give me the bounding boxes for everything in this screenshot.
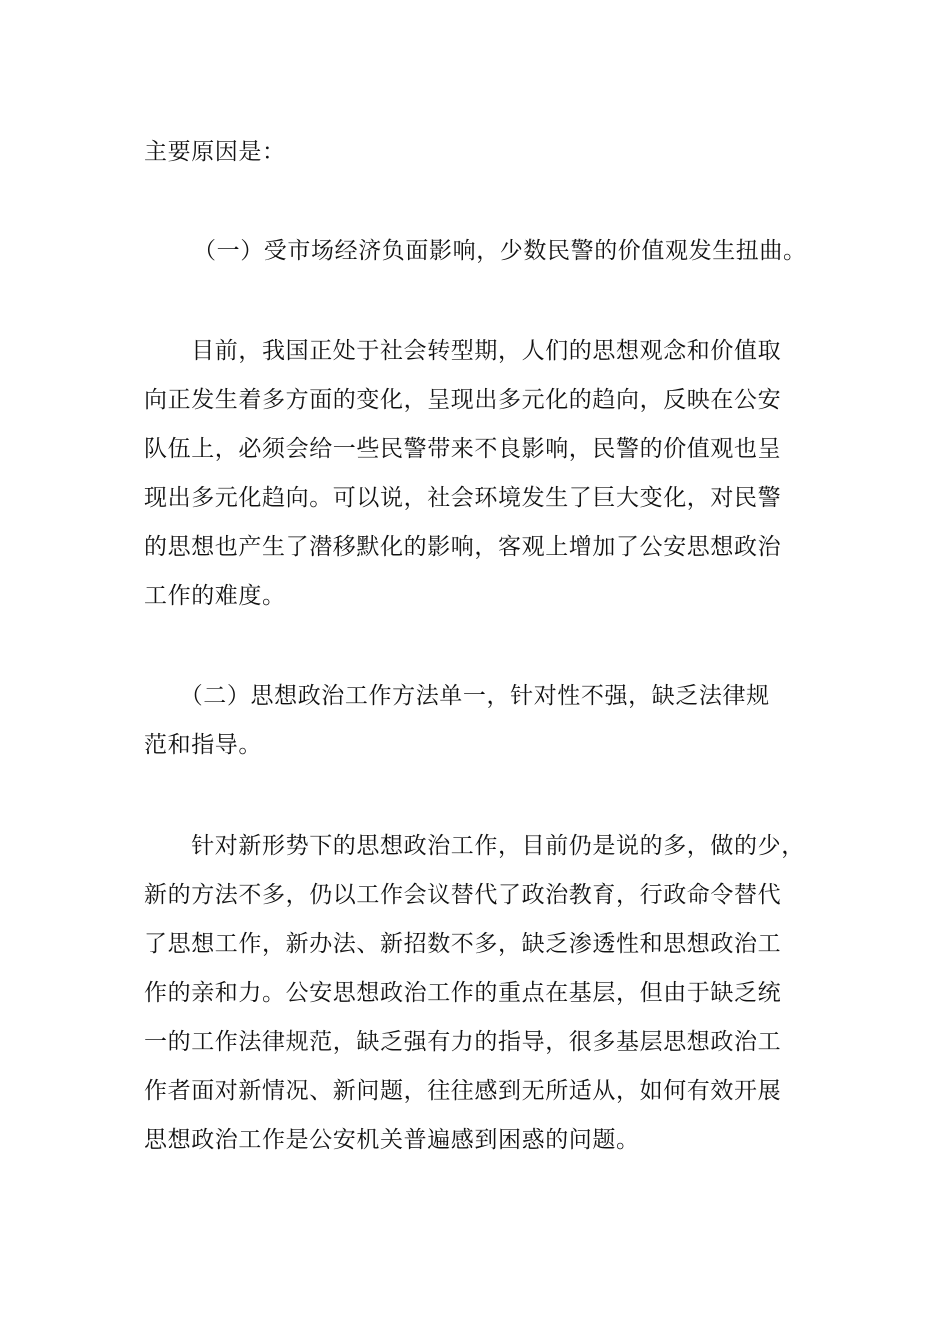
text-line: 主要原因是：: [144, 139, 286, 165]
text-line: 范和指导。: [144, 732, 262, 758]
section-heading-1: [193, 227, 833, 276]
text-line: 了思想工作，新办法、新招数不多，缺乏渗透性和思想政治工: [144, 931, 782, 957]
body-paragraph-2: [144, 822, 816, 1165]
text-line: 队伍上，必须会给一些民警带来不良影响，民警的价值观也呈: [144, 436, 782, 462]
text-line: 工作的难度。: [144, 583, 286, 609]
text-line: 目前，我国正处于社会转型期，人们的思想观念和价值取: [144, 338, 782, 364]
text-line: 作的亲和力。公安思想政治工作的重点在基层，但由于缺乏统: [144, 980, 782, 1006]
body-paragraph-1: [144, 327, 816, 621]
text-line: 向正发生着多方面的变化，呈现出多元化的趋向，反映在公安: [144, 387, 782, 413]
text-line: 针对新形势下的思想政治工作，目前仍是说的多，做的少，: [144, 833, 805, 859]
text-line: 新的方法不多，仍以工作会议替代了政治教育，行政命令替代: [144, 882, 782, 908]
section-heading-2: [144, 672, 816, 770]
text-line: （二）思想政治工作方法单一，针对性不强，缺乏法律规: [144, 683, 770, 709]
text-line: 现出多元化趋向。可以说，社会环境发生了巨大变化，对民警: [144, 485, 782, 511]
text-line: （一）受市场经济负面影响，少数民警的价值观发生扭曲。: [193, 238, 807, 264]
text-line: 作者面对新情况、新问题，往往感到无所适从，如何有效开展: [144, 1078, 782, 1104]
intro-paragraph: [144, 128, 816, 177]
text-line: 一的工作法律规范，缺乏强有力的指导，很多基层思想政治工: [144, 1029, 782, 1055]
text-line: 思想政治工作是公安机关普遍感到困惑的问题。: [144, 1127, 640, 1153]
text-line: 的思想也产生了潜移默化的影响，客观上增加了公安思想政治: [144, 534, 782, 560]
